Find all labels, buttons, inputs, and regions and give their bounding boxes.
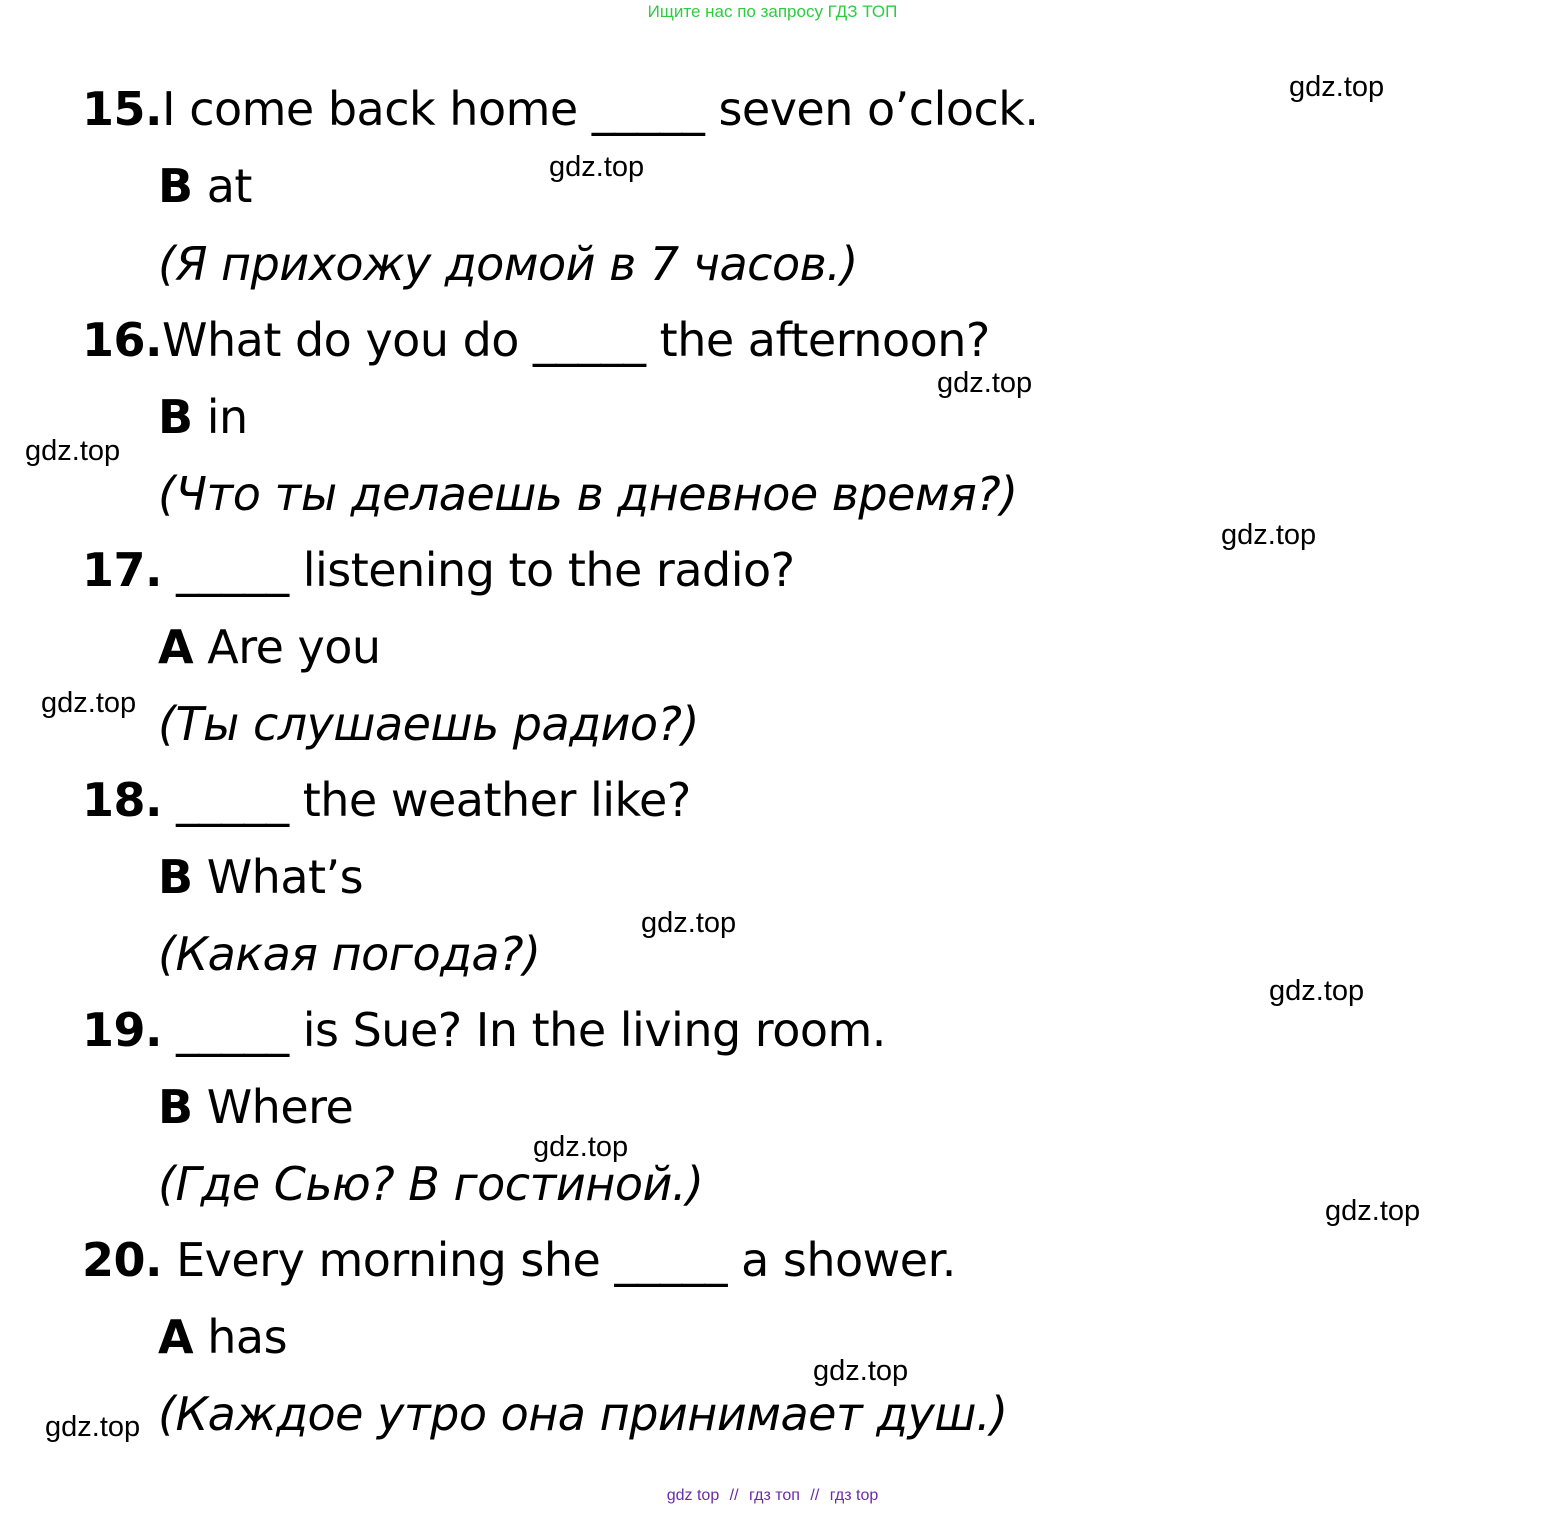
answer-letter: B — [158, 390, 193, 444]
question-text: What do you do _____ the afternoon? — [162, 313, 990, 367]
question-16-translation: (Что ты делаешь в дневное время?) — [158, 467, 1018, 521]
question-text: _____ listening to the radio? — [162, 543, 795, 597]
question-18-answer — [158, 849, 363, 905]
answer-letter: B — [158, 159, 193, 213]
question-17-prompt — [82, 542, 795, 598]
question-text: Every morning she _____ a shower. — [162, 1233, 956, 1287]
footer-separator: // — [810, 1487, 820, 1504]
watermark: gdz.top — [937, 367, 1033, 399]
question-18-prompt — [82, 772, 691, 828]
question-number: 18. — [82, 773, 162, 827]
question-19-translation: (Где Сью? В гостиной.) — [158, 1157, 704, 1211]
watermark: gdz.top — [1221, 519, 1317, 551]
watermark: gdz.top — [1325, 1195, 1421, 1227]
question-16-answer — [158, 389, 248, 445]
answer-text: at — [206, 159, 252, 213]
watermark: gdz.top — [25, 435, 121, 467]
watermark: gdz.top — [41, 687, 137, 719]
answer-letter: B — [158, 1080, 193, 1134]
question-16-prompt — [82, 312, 990, 368]
watermark: gdz.top — [813, 1355, 909, 1387]
answer-letter: B — [158, 850, 193, 904]
question-20-translation: (Каждое утро она принимает душ.) — [158, 1387, 1008, 1441]
watermark: gdz.top — [1269, 975, 1365, 1007]
question-15-answer — [158, 158, 252, 214]
question-text: I come back home _____ seven o’clock. — [162, 82, 1039, 136]
question-number: 19. — [82, 1003, 162, 1057]
question-number: 15. — [82, 82, 162, 136]
question-17-translation: (Ты слушаешь радио?) — [158, 697, 699, 751]
question-20-prompt — [82, 1232, 956, 1288]
watermark: gdz.top — [641, 907, 737, 939]
question-20-answer — [158, 1309, 287, 1365]
answer-letter: A — [158, 620, 194, 674]
question-number: 20. — [82, 1233, 162, 1287]
answer-text: Where — [206, 1080, 354, 1134]
answer-text: Are you — [207, 620, 381, 674]
question-text: _____ the weather like? — [162, 773, 691, 827]
question-18-translation: (Какая погода?) — [158, 927, 541, 981]
header-banner: Ищите нас по запросу ГДЗ ТОП — [647, 2, 898, 21]
question-15-prompt — [82, 81, 1039, 137]
footer-link-gdz-top-mixed[interactable]: гдз top — [829, 1487, 879, 1504]
answer-text: has — [207, 1310, 288, 1364]
question-text: _____ is Sue? In the living room. — [162, 1003, 886, 1057]
question-19-answer — [158, 1079, 353, 1135]
footer-separator: // — [729, 1487, 739, 1504]
question-17-answer — [158, 619, 381, 675]
answer-letter: A — [158, 1310, 194, 1364]
watermark: gdz.top — [549, 151, 645, 183]
footer-link-gdz-top-ru[interactable]: гдз топ — [749, 1487, 800, 1504]
question-number: 17. — [82, 543, 162, 597]
question-15-translation: (Я прихожу домой в 7 часов.) — [158, 237, 858, 291]
watermark: gdz.top — [533, 1131, 629, 1163]
answer-text: What’s — [206, 850, 364, 904]
answer-text: in — [206, 390, 248, 444]
question-19-prompt — [82, 1002, 886, 1058]
watermark: gdz.top — [45, 1411, 141, 1443]
footer-link-gdz-top[interactable]: gdz top — [666, 1487, 720, 1504]
watermark: gdz.top — [1289, 71, 1385, 103]
footer-links — [0, 1487, 1545, 1505]
question-number: 16. — [82, 313, 162, 367]
